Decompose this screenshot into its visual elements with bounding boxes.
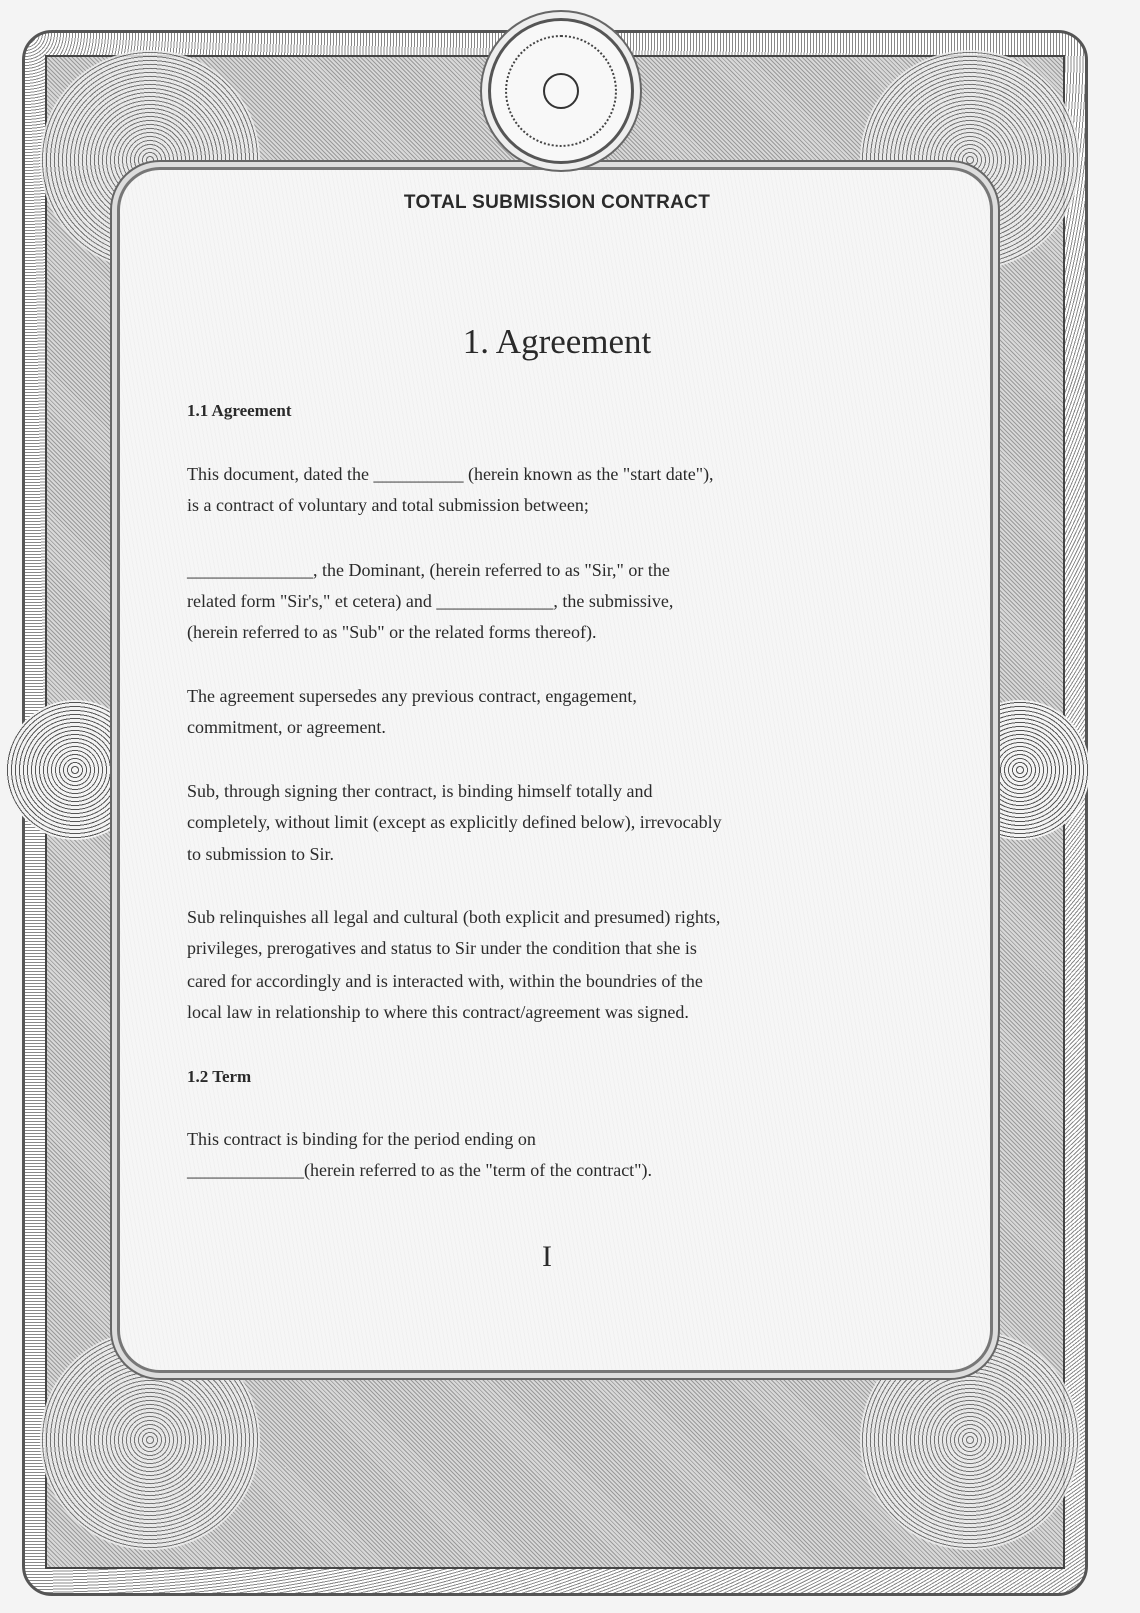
paragraph-line: to submission to Sir.	[187, 844, 335, 864]
paragraph-line: _____________(herein referred to as the "term of the contract").	[187, 1160, 653, 1180]
paragraph-line: completely, without limit (except as explicitly defined below), irrevocably	[187, 812, 722, 832]
section-heading: 1. Agreement	[462, 322, 652, 361]
paragraph-line: ______________, the Dominant, (herein referred to as "Sir," or the	[187, 560, 670, 580]
subsection-heading: 1.1 Agreement	[187, 401, 292, 420]
paragraph-line: This document, dated the __________ (herein known as the "start date"),	[187, 464, 714, 484]
paragraph-line: is a contract of voluntary and total submission between;	[187, 495, 589, 515]
paragraph-line: commitment, or agreement.	[187, 717, 386, 737]
seal-emblem	[488, 18, 634, 164]
paragraph-line: local law in relationship to where this contract/agreement was signed.	[187, 1002, 689, 1022]
paragraph-line: related form "Sir's," et cetera) and _____________, the submissive,	[187, 591, 674, 611]
paragraph-line: Sub relinquishes all legal and cultural (both explicit and presumed) rights,	[187, 907, 721, 927]
document-title: TOTAL SUBMISSION CONTRACT	[403, 192, 711, 213]
paragraph-line: privileges, prerogatives and status to Sir under the condition that she is	[187, 938, 697, 958]
paragraph-line: This contract is binding for the period ending on	[187, 1129, 536, 1149]
paragraph-line: (herein referred to as "Sub" or the related forms thereof).	[187, 622, 597, 642]
paragraph-line: Sub, through signing ther contract, is binding himself totally and	[187, 781, 653, 801]
page-number: I	[542, 1240, 552, 1273]
subsection-heading: 1.2 Term	[187, 1067, 252, 1086]
paragraph-line: The agreement supersedes any previous contract, engagement,	[187, 686, 637, 706]
paragraph-line: cared for accordingly and is interacted with, within the boundries of the	[187, 971, 703, 991]
